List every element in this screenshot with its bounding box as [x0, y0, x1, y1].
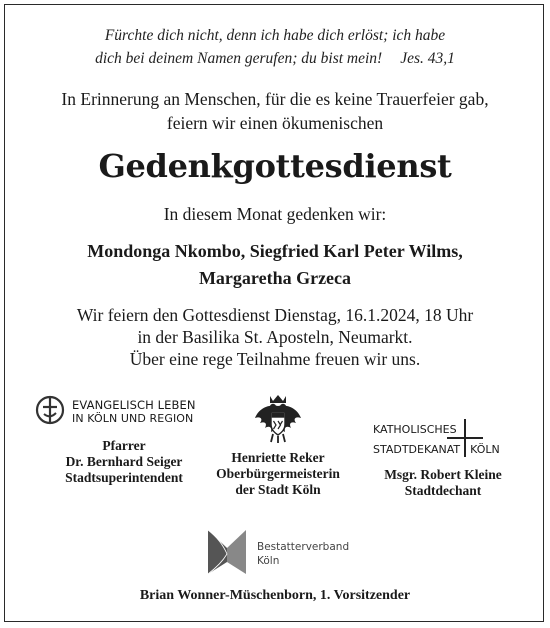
intro-line-2: feiern wir einen ökumenischen: [166, 113, 384, 133]
bestatterverband-logo: [205, 528, 349, 580]
cologne-coat-of-arms-icon: [198, 392, 358, 450]
org-mid-city: der Stadt Köln: [235, 482, 321, 497]
org-mid-role: Oberbürgermeisterin: [216, 466, 340, 481]
verse-line-2-text: dich bei deinem Namen gerufen; du bist mein!: [95, 50, 383, 67]
org-right-role: Stadtdechant: [404, 483, 482, 498]
org-catholic: [360, 467, 526, 499]
butterfly-icon: [205, 528, 249, 580]
month-line: In diesem Monat gedenken wir:: [163, 204, 387, 224]
headline: Gedenkgottesdienst: [98, 147, 452, 185]
service-line-3: Über eine rege Teilnahme freuen wir uns.: [129, 349, 421, 369]
evangelical-logo-line-2: IN KÖLN UND REGION: [72, 412, 194, 425]
service-line-1: Wir feiern den Gottesdienst Dienstag, 16.1.2024, 18 Uhr: [76, 305, 474, 325]
evangelical-logo: [34, 394, 214, 430]
cross-circle-icon: [34, 394, 66, 430]
org-right-name: Msgr. Robert Kleine: [384, 467, 502, 482]
org-left-title: Pfarrer: [102, 438, 146, 453]
intro-text: [0, 87, 550, 135]
verse-reference: Jes. 43,1: [400, 50, 455, 67]
catholic-logo-line-2b: KÖLN: [470, 443, 500, 456]
verse-line-1: Fürchte dich nicht, denn ich habe dich erlöst; ich habe: [104, 27, 446, 44]
service-line-2: in der Basilika St. Aposteln, Neumarkt.: [137, 327, 413, 347]
org-evangelical: [34, 394, 214, 486]
bible-verse: [0, 24, 550, 70]
verse-line-2: [0, 47, 550, 70]
catholic-logo-line-1: KATHOLISCHES: [373, 423, 457, 436]
bestatter-line-1: Bestatterverband: [257, 541, 350, 553]
names-line-1: Mondonga Nkombo, Siegfried Karl Peter Wilms,: [87, 241, 463, 261]
org-mid-name: Henriette Reker: [231, 450, 325, 465]
org-city: [198, 392, 358, 498]
catholic-logo: [373, 423, 513, 457]
bestatter-line-2: Köln: [257, 555, 280, 567]
deceased-names: [0, 238, 550, 292]
org-left-name: Dr. Bernhard Seiger: [65, 454, 183, 469]
org-left-role: Stadtsuperintendent: [65, 470, 183, 485]
intro-line-1: In Erinnerung an Menschen, für die es keine Trauerfeier gab,: [61, 89, 489, 109]
names-line-2: Margaretha Grzeca: [198, 268, 352, 288]
service-details: [0, 304, 550, 370]
evangelical-logo-line-1: EVANGELISCH LEBEN: [72, 398, 196, 412]
chair-line: Brian Wonner-Müschenborn, 1. Vorsitzender: [139, 588, 411, 603]
catholic-logo-line-2: STADTDEKANAT: [373, 443, 461, 456]
